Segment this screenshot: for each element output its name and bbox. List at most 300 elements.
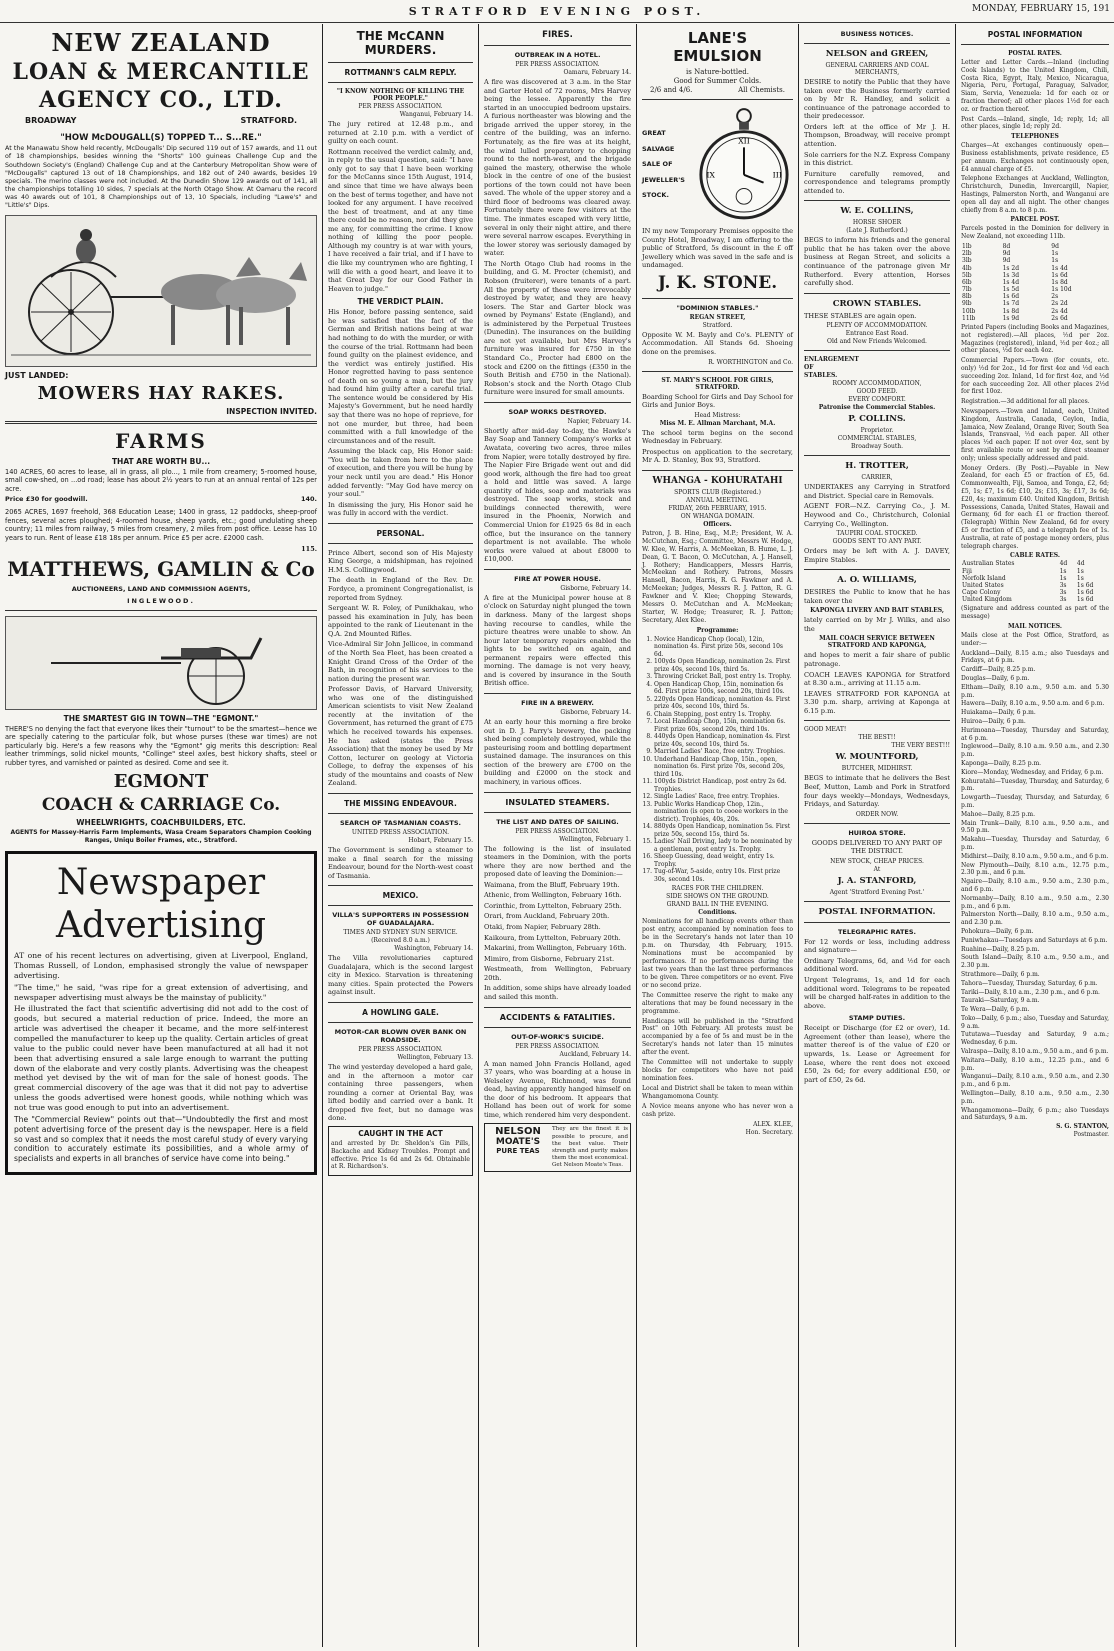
- table-cell: 1s 3d: [1002, 271, 1020, 279]
- table-cell: 4d: [1059, 560, 1068, 568]
- table-cell: 7lb: [962, 286, 972, 294]
- sale-5: STOCK.: [642, 191, 669, 200]
- table-cell: 4lb: [962, 264, 972, 272]
- soap-heading: SOAP WORKS DESTROYED.: [508, 407, 607, 416]
- mail-item: Hawera—Daily, 8.10 a.m., 9.50 a.m. and 6 p.m.: [961, 700, 1105, 708]
- lane-line-2: Good for Summer Colds.: [673, 77, 762, 85]
- mccann-p1: The jury retired at 12.48 p.m., and returned at 2.10 p.m. with a verdict of guilty on each count.: [328, 120, 473, 146]
- parcel-rate-row: [961, 250, 1109, 257]
- nzl-title: NEW ZEALAND: [51, 28, 271, 57]
- egmont-title: EGMONT: [113, 771, 209, 793]
- mail-item: Wanganui—Daily, 8.10 a.m., 9.50 a.m., and 2.30 p.m., and 6 p.m.: [961, 1073, 1109, 1089]
- wm-body: BEGS to intimate that he delivers the Best Beef, Mutton, Lamb and Pork in Stratford four days weekly—Mondays, Wednesdays, Fridays, and Saturday.: [804, 774, 950, 809]
- pc-4: Broadway South.: [850, 443, 904, 451]
- telephones: TELEPHONES: [1011, 133, 1059, 141]
- programme-item: 11. 100yds District Handicap, post entry 2s 6d. Trophies.: [654, 778, 793, 793]
- caught-heading: CAUGHT IN THE ACT: [358, 1128, 443, 1138]
- table-cell: 1s 6d: [1051, 271, 1068, 279]
- programme-item: 17. Tug-of-War, 5-aside, entry 10s. First prize 30s, second 10s.: [654, 868, 793, 883]
- en-b3: EVERY COMFORT.: [848, 396, 906, 404]
- press-assoc: PER PRESS ASSOCIATION.: [515, 1042, 600, 1050]
- programme-item: 8. 440yds Open Handicap, nomination 4s. First prize 40s, second 10s, third 5s.: [654, 733, 793, 748]
- powerhouse-heading: FIRE AT POWER HOUSE.: [514, 574, 601, 583]
- ao-b1: DESIRES the Public to know that he has taken over the: [804, 588, 950, 605]
- conditions-4: The Committee will not undertake to supply blocks for competitors who have not paid nomination fees.: [642, 1059, 793, 1082]
- mail-item: South Island—Daily, 8.10 a.m., 9.50 a.m., and 2.30 p.m.: [961, 954, 1109, 970]
- table-cell: 1s 6d: [1076, 589, 1094, 597]
- mail-item: Inglewood—Daily, 8.10 a.m. 9.50 a.m., and 2.30 p.m.: [961, 743, 1109, 759]
- tel-1: Charges—At exchanges continuously open—Business establishments, private residence, £5 per annum. Exchanges not continuously open, £4 annual charge of £5.: [961, 142, 1109, 173]
- h-trotter: H. TROTTER,: [845, 461, 909, 472]
- steamer: Mimiro, from Gisborne, February 21st.: [484, 954, 615, 963]
- united-press: UNITED PRESS ASSOCIATION.: [351, 828, 450, 836]
- officers-body: Patron, J. B. Hine, Esq., M.P.; President, W. A. McCutchan, Esq.; Committee, Messrs W. Hodge, W. Klee, W. Harris, A. McMeekan, B. Hume, L. J. Dean, G. T. Bacon, O. McCutchan, A. J. Hansell, J. Rothery; Handicappers, Messrs Harris, McMeekan and Rothery. Patrons, Messrs Hansell, Bacon, Harris, R. G. Fawkner and A. McMeekan; Judges, Messrs R. J. Patton, R. G. Fawkner and V. Klee; Chopping Stewards, Messrs O. McCutchan and A. McMeekan; Starter, W. Hodge; Treasurer, R. J. Patton; Secretary, Alex Klee.: [642, 529, 793, 625]
- table-cell: 3s: [1059, 589, 1067, 597]
- very-best: THE VERY BEST!!!: [891, 742, 950, 750]
- mail-item: Hurimoana—Tuesday, Thursday and Saturday, at 6 p.m.: [961, 726, 1109, 742]
- mail-item: Palmerston North—Daily, 8.10 a.m., 9.50 a.m., and 2.30 p.m.: [961, 911, 1109, 927]
- dateline: Napier, February 14.: [567, 417, 631, 425]
- ao-5: LEAVES STRATFORD FOR KAPONGA at 3.30 p.m. sharp, arriving at Kaponga at 6.15 p.m.: [804, 689, 950, 715]
- mail-item: Huiakama—Daily, 6 p.m.: [961, 709, 1036, 717]
- brewery-body: At an early hour this morning a fire broke out in D. J. Parry's brewery, the packing shed being completely destroyed, while the pasteurising room and bottling department sustained damage. The insurances on this section of the brewery are £700 on the building and £2000 on the stock and machinery, in various offices.: [484, 718, 631, 786]
- telegraphic-rates: TELEGRAPHIC RATES.: [837, 927, 917, 936]
- dateline: Gisborne, February 14.: [560, 584, 631, 592]
- table-cell: Norfolk Island: [962, 574, 1006, 582]
- ao-3: MAIL COACH SERVICE BETWEEN STRATFORD AND KAPONGA,: [819, 635, 935, 650]
- table-cell: 1s: [1059, 567, 1067, 575]
- pure-teas: PURE TEAS: [496, 1147, 540, 1156]
- hs-body: GOODS DELIVERED TO ANY PART OF THE DISTRICT.: [811, 838, 943, 856]
- conditions-5: Local and District shall be taken to mean within Whangamomona County.: [642, 1084, 793, 1100]
- ng-1: DESIRE to notify the Public that they have taken over the Business formerly carried on by Mr R. Handley, and solicit a continuance of the patronage accorded to their predecessor.: [804, 78, 950, 121]
- whanga-date: FRIDAY, 26th FEBRUARY, 1915.: [668, 504, 767, 512]
- postmaster-title: Postmaster.: [1073, 1131, 1109, 1139]
- verdict-p2: Assuming the black cap, His Honor said: "You will be taken from here to the place of execution, and there you will be hung by your neck until you are dead." His Honor added fervently: "May God have mercy on your soul.": [328, 447, 473, 499]
- wec-late: (Late J. Rutherford.): [846, 227, 908, 235]
- steamer: Westmeath, from Wellington, February 20th.: [484, 965, 631, 982]
- personal-5: Professor Davis, of Harvard University, who was one of the distinguished American scientists to visit New Zealand recently at the invitation of the Government, has returned the grant of £75 which he received towards his expenses. He has asked (states the Press Association) that the money be used by Mr Cotton, lecturer on geology at Victoria College, to defray the expenses of his study of the mountains and coasts of New Zealand.: [328, 685, 474, 788]
- tr-1: For 12 words or less, including address and signature—: [804, 937, 950, 955]
- mcdougall-heading: "HOW McDOUGALL(S) TOPPED T... S...RE.": [60, 133, 262, 144]
- pc-2: Proprietor.: [860, 427, 894, 435]
- table-cell: 3s: [1059, 581, 1067, 589]
- brewery-heading: FIRE IN A BREWERY.: [521, 699, 594, 707]
- mail-item: Ngaire—Daily, 8.10 a.m., 9.50 a.m., 2.30 p.m., and 6 p.m.: [961, 878, 1109, 893]
- cable-rate-row: [961, 589, 1109, 596]
- mg-place: INGLEWOOD.: [127, 596, 195, 605]
- table-cell: 9lb: [962, 300, 972, 308]
- personal-2: The death in England of the Rev. Dr. Fordyce, a prominent Congregationalist, is reported from Sydney.: [328, 576, 473, 602]
- races-children: RACES FOR THE CHILDREN.: [671, 885, 764, 893]
- nzl-left: BROADWAY: [25, 116, 77, 126]
- mail-item: Tututawa—Tuesday and Saturday, 9 a.m.; Wednesday, 6 p.m.: [961, 1031, 1109, 1047]
- stamp-duties: STAMP DUTIES.: [848, 1014, 906, 1023]
- nzl-title-3: AGENCY CO., LTD.: [39, 86, 283, 113]
- dateline: Wanganui, February 14.: [399, 111, 473, 118]
- business-notices: BUSINESS NOTICES.: [840, 30, 914, 38]
- table-cell: 1s: [1076, 567, 1084, 575]
- na-para-1: AT one of his recent lectures on advertising, given at Liverpool, England, Thomas Russell, of London, emphasised strongly the value of newspaper advertising.: [14, 951, 308, 980]
- dateline: Gisborne, February 14.: [560, 709, 631, 716]
- masthead: [0, 0, 1114, 23]
- dateline: Wellington, February 13.: [397, 1054, 473, 1061]
- mail-intro: Mails close at the Post Office, Stratford, as under:—: [961, 632, 1109, 647]
- inspection-invited: INSPECTION INVITED.: [226, 406, 317, 416]
- postal-info: POSTAL INFORMATION.: [818, 906, 936, 917]
- ht-b2: AGENT FOR—N.Z. Carrying Co., J. M. Heywood and Co., Christchurch, Colonial Carrying Co., Wellington.: [804, 502, 950, 528]
- tel-2: Telephone Exchanges at Auckland, Wellington, Christchurch, Dunedin, Invercargill, Napier, Hastings, Palmerston North, and Wanganui are open all day and all night. The other changes chiefly from 8 a.m. to 8 p.m.: [961, 175, 1109, 214]
- programme-item: 16. Sheep Guessing, dead weight, entry 1s. Trophy.: [654, 853, 793, 868]
- personal-1: Prince Albert, second son of His Majesty King George, a midshipman, has rejoined H.M.S. Collingwood.: [328, 548, 473, 574]
- hs-3: At: [873, 865, 881, 873]
- steamer: Otaki, from Napier, February 28th.: [484, 923, 601, 931]
- svg-text:XII: XII: [738, 136, 750, 146]
- table-cell: 1s: [1059, 574, 1067, 582]
- parcel-rate-row: [961, 315, 1109, 322]
- table-cell: 1s 7d: [1002, 300, 1020, 308]
- cable-rate-row: [961, 596, 1109, 603]
- nelson-word: NELSON: [495, 1126, 541, 1138]
- parcel-rates-table: [961, 243, 1109, 322]
- egmont-agents: AGENTS for Massey-Harris Farm Implements, Wasa Cream Separators Champion Cooking Ranges, Uniqu Boiler Frames, etc., Stratford.: [10, 829, 312, 845]
- mail-item: Toko—Daily, 6 p.m.; also, Tuesday and Saturday, 9 a.m.: [961, 1014, 1109, 1030]
- moates-word: MOATE'S: [495, 1137, 541, 1148]
- caught-body: and arrested by Dr. Sheldon's Gin Pills, Backache and Kidney Troubles. Prompt and effective. Price 1s 6d and 2s 6d. Obtainable at R. Richardson's.: [331, 1139, 470, 1171]
- mail-item: Makahu—Tuesday, Thursday and Saturday, 6 p.m.: [961, 836, 1109, 851]
- table-cell: 9d: [1002, 257, 1011, 265]
- programme-item: 3. Throwing Cricket Ball, post entry 1s. Trophy.: [654, 673, 793, 681]
- table-cell: 1s 6d: [1002, 293, 1020, 301]
- programme-item: 9. Married Ladies' Race, free entry. Trophies.: [654, 748, 793, 756]
- gig-illustration: [5, 616, 317, 710]
- gig-heading: THE SMARTEST GIG IN TOWN—THE "EGMONT.": [63, 713, 259, 723]
- sale-2: SALVAGE: [642, 144, 675, 153]
- hotel-sub: OUTBREAK IN A HOTEL.: [514, 51, 601, 59]
- cs-body: THESE STABLES are again open.: [804, 311, 917, 320]
- farm-2-no: 115.: [301, 544, 317, 553]
- table-cell: Cape Colony: [962, 589, 1001, 597]
- the-best: THE BEST!!: [858, 734, 896, 742]
- mccann-quote: "I KNOW NOTHING OF KILLING THE POOR PEOPLE.": [336, 88, 465, 102]
- lane-chemists: All Chemists.: [738, 86, 785, 94]
- mail-item: Tahora—Tuesday, Thursday, Saturday, 6 p.m.: [961, 979, 1098, 987]
- letters: Letter and Letter Cards.—Inland (including Cook Islands) to the United Kingdom, Chili, Costa Rica, Egypt, Italy, Mexico, Nicaragua, Nigeria, Peru, Portugal, Paraguay, Salvador, Siam, Servia, Venezuela: 1d for each oz or fraction thereof; all other places 1½d for each oz. or fraction thereof.: [961, 59, 1109, 113]
- personal-3: Sergeant W. R. Foley, of Punikhakau, who passed his examination in July, has been appointed to the rank of Lieutenant in the Q.A. 2nd Mounted Rifles.: [328, 604, 473, 638]
- table-cell: 3s: [1059, 596, 1067, 604]
- nelson-moate-body: They are the finest it is possible to procure, and the best value. Their strength and purity makes them the most economical. Get Nelson Moate's Teas.: [552, 1126, 628, 1169]
- conditions-3: Handicaps will be published in the "Stratford Post" on 10th February. All protests must be accompanied by a fee of 5s and must be in the Secretary's hands not later than 15 minutes after the event.: [642, 1017, 793, 1057]
- na-para-3: He illustrated the fact that scientific advertising did not add to the cost of goods, but secured a material reduction of price. Indeed, the more an article was advertised the cheaper it became, and the more self-interest compelled the manufacturer to keep up the quality. Certain articles of great value to the public could never have been manufactured at all had it not been that advertising ensured a sale large enough to warrant the putting down of the elaborate and very costly plants. Advertising was the cheapest method yet devised by the wit of man for the sale of honest goods. The great commercial discovery of the age was that it did not pay to advertise unless the goods advertised were honest goods, while nothing which was not true was good enough to put into an advertisement.: [14, 1004, 308, 1112]
- mail-item: Kohuratahi—Tuesday, Thursday, and Saturday, 6 p.m.: [961, 777, 1109, 793]
- parcel-rate-row: [961, 265, 1109, 272]
- programme-item: 14. 880yds Open Handicap, nomination 5s. First prize 50s, second 15s, third 5s.: [654, 823, 793, 838]
- times-service: TIMES AND SYDNEY SUN SERVICE.: [343, 929, 458, 937]
- dateline: Wellington, February 1.: [559, 835, 631, 843]
- farm-1: 140 ACRES, 60 acres to lease, all in grass, all plo..., 1 mile from creamery; 5-roomed house, small cow-shed, on ...od road; lease has about 2½ years to run at an annual rental of 12s per acre.: [5, 467, 317, 493]
- cable-rates-table: [961, 560, 1109, 603]
- mail-item: Eltham—Daily, 8.10 a.m., 9.50 a.m. and 5.30 p.m.: [961, 683, 1109, 699]
- table-cell: Fiji: [962, 567, 972, 575]
- parcel-post: PARCEL POST.: [1010, 216, 1060, 224]
- cs-3: Entrance East Road.: [845, 330, 909, 338]
- programme-item: 13. Public Works Handicap Chop, 12in., nomination (is open to cooee workers in the district). Trophies, 40s, 20s.: [654, 801, 793, 824]
- mail-item: Strathmore—Daily, 6 p.m.: [961, 970, 1040, 978]
- mail-item: Puniwhakau—Tuesdays and Saturdays at 6 p.m.: [961, 936, 1108, 944]
- pp-1: Parcels posted in the Dominion for delivery in New Zealand, not exceeding 11lb.: [961, 225, 1109, 241]
- column-2: [323, 24, 478, 1649]
- table-cell: 4d: [1076, 560, 1085, 568]
- mail-item: Douglas—Daily, 6 p.m.: [961, 675, 1030, 683]
- table-cell: 1s 2d: [1002, 264, 1020, 272]
- wm-2: BUTCHER, MIDHIRST.: [841, 765, 913, 773]
- mail-item: New Plymouth—Daily, 8.10 a.m., 12.75 p.m., 2.30 p.m., and 6 p.m.: [961, 861, 1109, 877]
- pp-5: Newspapers.—Town and Inland, each, United Kingdom, Australia, Canada, Ceylon, India, Jamaica, New Zealand, Orange River, South Sea Islands, Transvaal, ½d each paper. All other places ½d each paper. If not over 4oz, sent by first available route or sent by direct steamer only; unless specially addressed and paid.: [961, 407, 1109, 462]
- sale-4: JEWELLER'S: [642, 175, 685, 184]
- ng-4: Furniture carefully removed, and correspondence and telegrams promptly attended to.: [804, 169, 950, 195]
- steamers-note: In addition, some ships have already loaded and sailed this month.: [484, 984, 631, 1001]
- column-1: [0, 24, 322, 1649]
- na-title-2: Advertising: [55, 904, 267, 946]
- cable-rate-row: [961, 582, 1109, 589]
- mowers-rakes: MOWERS HAY RAKES.: [37, 382, 285, 404]
- steamer: Kaikoura, from Lyttelton, February 20th.: [484, 933, 621, 942]
- table-cell: 1s: [1051, 250, 1059, 258]
- mcdougall-body: At the Manawatu Show held recently, McDougalls' Dip secured 119 out of 157 awards, and 11 out of 18 championships, besides winning the "Shorts" 100 guineas Challenge Cup and the Southdown Society's (England) Challenge Cup and at the Canterbury Metropolitan Show were of "McDougalls" captured 13 out of 18 Championships, and 182 out of 240 awards, besides 19 specials. The merino classes were not included. At the Dunedin Show 129 awards out of 141, all the championships totalling 10 sides, 7 specials at the North Otago Show. At Oamaru the record was 40 awards out of 101, 8 Championships out of 13, 10 Specials, including "Lawe's" and "Little's" Dips.: [5, 145, 317, 210]
- programme-item: 6. Chain Stepping, post entry 1s. Trophy.: [654, 711, 793, 719]
- lane-line-1: is Nature-bottled.: [686, 68, 749, 76]
- fires-heading: FIRES.: [542, 30, 573, 40]
- farm-2: 2065 ACRES, 1697 freehold, 368 Education Lease; 1400 in grass, 12 paddocks, sheep-proof fences, several acres ploughed; 4-roomed house, sheep yards, etc.; good undulating sheep country; 11 miles from railway, 5 miles from creamery, 2 miles from post office. Lease has 10 years to run. Rent of lease £18 18s per annum. Price £5 per acre. £2000 cash.: [5, 508, 317, 542]
- table-cell: 11lb: [962, 314, 976, 322]
- lanes-emulsion: LANE'S EMULSION: [673, 29, 762, 65]
- secretary-name: ALEX. KLEE,: [753, 1120, 793, 1128]
- secretary-title: Hon. Secretary.: [745, 1128, 793, 1136]
- st-marys-term: The school term begins on the second Wednesday in February.: [642, 428, 793, 446]
- mexico-sub: VILLA'S SUPPORTERS IN POSSESSION OF GUADALAJARA.: [332, 911, 469, 928]
- gale-heading: A HOWLING GALE.: [362, 1008, 439, 1017]
- table-cell: 1s: [1076, 574, 1084, 582]
- conditions-1: Nominations for all handicap events other than post entry, accompanied by nomination fees to be in the Secretary's hands not later than 10 p.m. on Thursday, 4th February, 1915. Nominations must be accompanied by performances. If no performances during the last two years than the last three performances to be given. Three competitors or no event. Five or no second prize.: [642, 918, 793, 989]
- steamer: Makarini, from Wellington, February 16th.: [484, 944, 627, 953]
- lane-price: 2/6 and 4/6.: [650, 86, 693, 94]
- money-orders: Money Orders. (By Post).—Payable in New Zealand, for each £5 or fraction of £5, 6d. Commonwealth, Fiji, Samoa, and Tonga, £2, 6d; £5, 1s; £7, 1s 6d; £10, 2s; £15, 3s; £17, 3s 6d; £20, 4s; maximum £40. United Kingdom, British Possessions, Canada, United States, Hawaii and Germany, 6d for each £1 or fraction thereof. (Telegraph) Within New Zealand, 6d for every £5 or fraction of £5, and a telegraph fee of 1s. Australia, at rate of postage money orders, plus telegraph charges.: [961, 464, 1109, 550]
- mail-notices: MAIL NOTICES.: [1008, 623, 1062, 631]
- mail-item: Mahoe—Daily, 8.25 p.m.: [961, 810, 1035, 818]
- table-cell: 2lb: [962, 250, 972, 258]
- whanga-club: SPORTS CLUB (Registered.): [674, 488, 761, 496]
- ao-b3: and hopes to merit a fair share of public patronage.: [804, 651, 950, 668]
- farm-1-no: 140.: [300, 495, 317, 504]
- steamer: Athenic, from Wellington, February 16th.: [484, 891, 622, 900]
- table-cell: Australian States: [962, 560, 1015, 568]
- pc-3: COMMERCIAL STABLES,: [837, 435, 917, 443]
- pocket-watch-icon: [695, 105, 793, 225]
- na-title-1: Newspaper: [56, 861, 266, 903]
- column-3: [479, 24, 636, 1649]
- enlargement-stables: STABLES.: [804, 372, 838, 380]
- endeavour-sub: SEARCH OF TASMANIAN COASTS.: [339, 818, 461, 827]
- farm-1-price: Price £30 for goodwill.: [5, 495, 88, 504]
- steamer: Corinthic, from Lyttelton, February 25th.: [484, 901, 622, 910]
- nzl-right: STRATFORD.: [240, 116, 297, 126]
- table-cell: 5lb: [962, 271, 972, 279]
- gale-body: The wind yesterday developed a hard gale, and in the afternoon a motor car containing three passengers, when rounding a corner at Oriental Bay, was lifted bodily and carried over a bank. It dropped five feet, but no damage was done.: [328, 1063, 473, 1123]
- mail-item: Lowgarth—Tuesday, Thursday, and Saturday, 6 p.m.: [961, 794, 1109, 809]
- column-6: [956, 24, 1114, 1649]
- wec-body: BEGS to inform his friends and the general public that he has taken over the above business at Regan Street, and solicits a continuance of the patronage given Mr Rutherford. Every attention, Horses carefully shod.: [804, 236, 950, 288]
- mail-item: Te Wera—Daily, 6 p.m.: [961, 1006, 1030, 1014]
- parcel-rate-row: [961, 257, 1109, 264]
- programme-item: 15. Ladies' Nail Driving, lady to be nominated by a gentleman, post entry 1s. Trophy.: [654, 838, 793, 853]
- programme-item: 12. Single Ladies' Race, free entry. Trophies.: [654, 793, 793, 801]
- programme-label: Programme:: [696, 626, 739, 634]
- nelson-green: NELSON and GREEN,: [825, 49, 929, 59]
- mail-item: Waitara—Daily, 8.10 a.m., 12.25 p.m., and 6 p.m.: [961, 1056, 1109, 1072]
- whanga-domain: ON WHANGA DOMAIN.: [680, 512, 755, 520]
- sale-1: GREAT: [642, 129, 666, 138]
- conditions-2: The Committee reserve the right to make any alterations that may be found necessary in the programme.: [642, 991, 793, 1015]
- parcel-rate-row: [961, 243, 1109, 250]
- table-cell: 8lb: [962, 293, 972, 301]
- newspaper-advertising-box: [5, 851, 317, 1175]
- p-collins: P. COLLINS.: [848, 414, 906, 425]
- table-cell: 6lb: [962, 278, 972, 286]
- dateline: Hobart, February 15.: [408, 836, 473, 844]
- mail-item: Valraspa—Daily, 8.10 a.m., 9.50 a.m., and 6 p.m.: [961, 1048, 1109, 1056]
- svg-text:III: III: [772, 170, 782, 180]
- table-cell: 1lb: [962, 242, 972, 250]
- en-patronise: Patronise the Commercial Stables.: [818, 404, 936, 412]
- parcel-rate-row: [961, 300, 1109, 307]
- st-marys-body: Boarding School for Girls and Day School for Girls and Junior Boys.: [642, 392, 793, 410]
- programme-item: 7. Local Handicap Chop, 15in, nomination 6s. First prize 60s, second 20s, third 10s.: [654, 718, 793, 733]
- ng-2: Orders left at the office of Mr J. H. Thompson, Broadway, will receive prompt attention.: [804, 122, 950, 148]
- pp-3: Commercial Papers.—Town (for counts, etc. only) ½d for 2oz., 1d for first 4oz and ½d each succeeding 2oz. Inland, 1d for first 4oz, and ½d for each succeeding 2oz. All other places 2½d for first 10oz.: [961, 357, 1109, 396]
- dom-body: Opposite W. M. Bayly and Co's. PLENTY of Accommodation. All Stands 6d. Shoeing done on the premises.: [642, 330, 793, 356]
- na-para-2: "The time," he said, "was ripe for a great extension of advertising, and newspaper advertising must always be the mainstay of publicity.": [14, 982, 308, 1002]
- postmaster-name: S. G. STANTON,: [1056, 1123, 1109, 1131]
- received: (Received 8.0 a.m.): [371, 937, 430, 945]
- parcel-rate-row: [961, 279, 1109, 286]
- personal-4: Vice-Admiral Sir John Jellicoe, in command of the North Sea Fleet, has been created a Knight Grand Cross of the Order of the Bath, in recognition of his services to the nation during the present war.: [328, 640, 473, 683]
- parcel-rate-row: [961, 286, 1109, 293]
- crown-stables: CROWN STABLES.: [832, 298, 922, 309]
- dateline: Auckland, February 14.: [559, 1050, 631, 1058]
- parcel-rate-row: [961, 308, 1109, 315]
- ht-b5: Orders may be left with A. J. DAVEY, Empire Stables.: [804, 547, 950, 564]
- cs-2: PLENTY OF ACCOMMODATION.: [826, 322, 928, 330]
- farms-heading: FARMS: [115, 428, 207, 453]
- programme-item: 10. Underhand Handicap Chop, 15in., open, nomination 6s. First prize 70s, second 20s, third 10s.: [654, 756, 793, 779]
- table-cell: 3lb: [962, 257, 972, 265]
- ja-stanford: J. A. STANFORD,: [837, 875, 917, 886]
- dom-street: REGAN STREET,: [689, 313, 746, 321]
- table-cell: 1s 8d: [1002, 307, 1020, 315]
- cable-note: (Signature and address counted as part of the message): [961, 605, 1109, 621]
- table-cell: 1s 4d: [1051, 264, 1068, 272]
- en-b1: ROOMY ACCOMMODATION,: [832, 380, 922, 388]
- steamers-intro: The following is the list of insulated steamers in the Dominion, with the ports where they are now berthed and the proposed date of leaving the Dominion:—: [484, 844, 631, 879]
- steamer: Orari, from Auckland, February 20th.: [484, 912, 610, 921]
- na-para-4: The "Commercial Review" points out that—"Undoubtedly the first and most potent advertising force of the present day is the newspaper. Here is a field so vast and so complex that it needs the most careful study of every varying condition to accurately estimate its possibilities, and a whole army of specialists and experts in all branches of service have come into being.": [14, 1114, 308, 1164]
- order-now: ORDER NOW.: [855, 810, 899, 818]
- egmont-title-2: COACH & CARRIAGE Co.: [41, 795, 281, 816]
- mail-item: Kiore—Monday, Wednesday, and Friday, 6 p.m.: [961, 768, 1104, 776]
- table-cell: 1s: [1051, 257, 1059, 265]
- programme-item: 4. Open Handicap Chop, 15in, nomination 6s 6d. First prize 100s, second 20s, third 10s.: [654, 681, 793, 696]
- hotel-p2: The North Otago Club had rooms in the building, and G. M. Procter (chemist), and Robson (fruiterer), were tenants of a part. All the property of these were irrevocably destroyed by water, and they are heavy losers. The Star and Garter block was owned by Peymans' Estate (England), and is administered by the Perpetual Trustees (Dunedin). The insurances on the building are not yet available, but Mrs Harvey's furniture was insured for £750 in the Standard Co., Procter had £800 on the stock and £200 on the fittings (£350 in the South British and £750 in the National). Robson's stock and the North Otago Club furniture were insured for small amounts.: [484, 259, 631, 397]
- table-cell: 1s 10d: [1051, 286, 1072, 294]
- cable-rate-row: [961, 560, 1109, 567]
- cable-rate-row: [961, 568, 1109, 575]
- salvage-body: IN my new Temporary Premises opposite the County Hotel, Broadway, I am offering to the public of Stratford, 5s discount in the £ off Jewellery which was saved in the safe and is undamaged.: [642, 227, 793, 270]
- svg-text:IX: IX: [706, 170, 716, 180]
- personal-heading: PERSONAL.: [376, 528, 425, 538]
- parcel-rate-row: [961, 272, 1109, 279]
- ao-2: KAPONGA LIVERY AND BAIT STABLES,: [810, 607, 944, 615]
- dateline: Oamaru, February 14.: [563, 69, 631, 76]
- whanga-title: WHANGA - KOHURATAHI: [652, 475, 783, 486]
- suicide-sub: OUT-OF-WORK'S SUICIDE.: [511, 1032, 604, 1041]
- endeavour-heading: THE MISSING ENDEAVOUR.: [344, 798, 457, 808]
- mail-item: Huiroa—Daily, 6 p.m.: [961, 718, 1026, 725]
- jk-stone: J. K. STONE.: [657, 272, 778, 293]
- mail-item: Normanby—Daily, 8.10 a.m., 9.50 a.m., 2.30 p.m., and 6 p.m.: [961, 894, 1109, 910]
- mail-item: Auckland—Daily, 8.15 a.m.; also Tuesdays and Fridays, at 6 p.m.: [961, 649, 1109, 665]
- accidents-heading: ACCIDENTS & FATALITIES.: [499, 1012, 616, 1022]
- st-marys-name: Miss M. E. Allman Marchant, M.A.: [659, 419, 776, 427]
- farms-sub: THAT ARE WORTH BU...: [111, 456, 211, 466]
- mail-item: Ruahine—Daily, 8.25 p.m.: [961, 945, 1040, 953]
- cable-rate-row: [961, 575, 1109, 582]
- ht-b3: TAUPIRI COAL STOCKED.: [836, 530, 918, 538]
- table-cell: 9d: [1002, 250, 1011, 258]
- st-marys: ST. MARY'S SCHOOL FOR GIRLS, STRATFORD.: [661, 376, 774, 391]
- table-cell: 2s 2d: [1051, 300, 1068, 308]
- table-cell: 1s 9d: [1002, 314, 1020, 322]
- table-cell: 1s 4d: [1002, 278, 1020, 286]
- programme-item: 1. Novice Handicap Chop (local), 12in, nomination 4s. First prize 50s, second 10s 6d.: [654, 636, 793, 659]
- table-cell: 1s 8d: [1051, 278, 1068, 286]
- verdict-sub: THE VERDICT PLAIN.: [357, 297, 444, 307]
- verdict-p1: His Honor, before passing sentence, said he was satisfied that the fact of the German and British nations being at war had nothing to do with the murder, or with the course of the trial. Rottmann had been found guilty on the plainest evidence, and the verdict was entirely justified. His Honor regretted having to pass sentence of death on so young a man, but the jury had found him guilty after a careful trial. The sentence would be considered by His Majesty's Government, but he need hardly say that there was no hope of reprieve, for not one murder, but three, had been committed with a full knowledge of the circumstances and of the result.: [328, 308, 473, 445]
- steamers-sub: THE LIST AND DATES OF SAILING.: [496, 817, 619, 826]
- suicide-body: A man named John Francis Holland, aged 37 years, who was boarding at a house in Welseley Avenue, Richmond, was found dead, having apparently hanged himself on the door of his bedroom. It appears that Holland has been out of work for some time, which rendered him very despondent.: [484, 1059, 631, 1119]
- mail-item: Cardiff—Daily, 8.25 p.m.: [961, 666, 1036, 674]
- enlargement-of: OF: [804, 364, 814, 372]
- ao-4: COACH LEAVES KAPONGA for Stratford at 8.30 a.m., arriving at 11.15 a.m.: [804, 670, 950, 688]
- soap-body: Shortly after mid-day to-day, the Hawke's Bay Soap and Tannery Company's works at Awatata, covering two acres, three miles from Napier, were totally destroyed by fire. The Napier Fire Brigade went out and did good work, although the fire had too great a hold and little was saved. A large quantity of hides, soap and materials was destroyed. The soap works, stock and buildings connected therewith, were insured in the Phoenix, Norwich and Commercial Union for £1925 6s 8d in each office, but the insurance on the tannery department is not available. The whole works were valued at about £8000 to £10,000.: [484, 426, 631, 564]
- press-assoc: PER PRESS ASSOCIATION.: [515, 827, 600, 835]
- hs-2: NEW STOCK, CHEAP PRICES.: [830, 857, 924, 865]
- table-cell: 1s 5d: [1002, 286, 1020, 294]
- hotel-p1: A fire was discovered at 3 a.m. in the Star and Garter Hotel of 72 rooms, Mrs Harvey being the lessee. Apparently the fire started in an unoccupied bedroom upstairs. A furious northeaster was blowing and the brigade arrived the upper storey, in the centre of the building, was an inferno. Fortunately, as the fire was at its height, the wind lulled preparatory to chopping round to the north-west, and the brigade gained the mastery, otherwise the whole block in the centre of one of the busiest portions of the town could not have been saved. The whole of the upper storey and a third floor of bedrooms was cleared away. Fortunately there were few visitors at the time. The inmates escaped with very little, several in only their night attire, and there were several narrow escapes. Everything in the lower storey was seriously damaged by water.: [484, 78, 631, 258]
- ao-williams: A. O. WILLIAMS,: [837, 575, 917, 586]
- mail-item: Whangamomona—Daily, 6 p.m.; also Tuesdays and Saturdays, 9 a.m.: [961, 1106, 1109, 1122]
- ao-b2: lately carried on by Mr J. Wilks, and also the: [804, 616, 950, 633]
- programme-item: 2. 100yds Open Handicap, nomination 2s. First prize 40s, second 10s, third 5s.: [654, 658, 793, 673]
- mail-item: Main Trunk—Daily, 8.10 a.m., 9.50 a.m., and 9.50 p.m.: [961, 819, 1109, 835]
- just-landed: JUST LANDED:: [5, 370, 69, 380]
- press-assoc: PER PRESS ASSOCIATION.: [358, 1046, 443, 1053]
- conditions-label: Conditions.: [698, 909, 737, 917]
- horse-rake-illustration: [5, 215, 317, 367]
- egmont-sub: WHEELWRIGHTS, COACHBUILDERS, ETC.: [76, 818, 246, 828]
- table-cell: 2s: [1051, 293, 1059, 301]
- officers-label: Officers.: [703, 520, 732, 528]
- dom-name: R. WORTHINGTON and Co.: [708, 358, 793, 366]
